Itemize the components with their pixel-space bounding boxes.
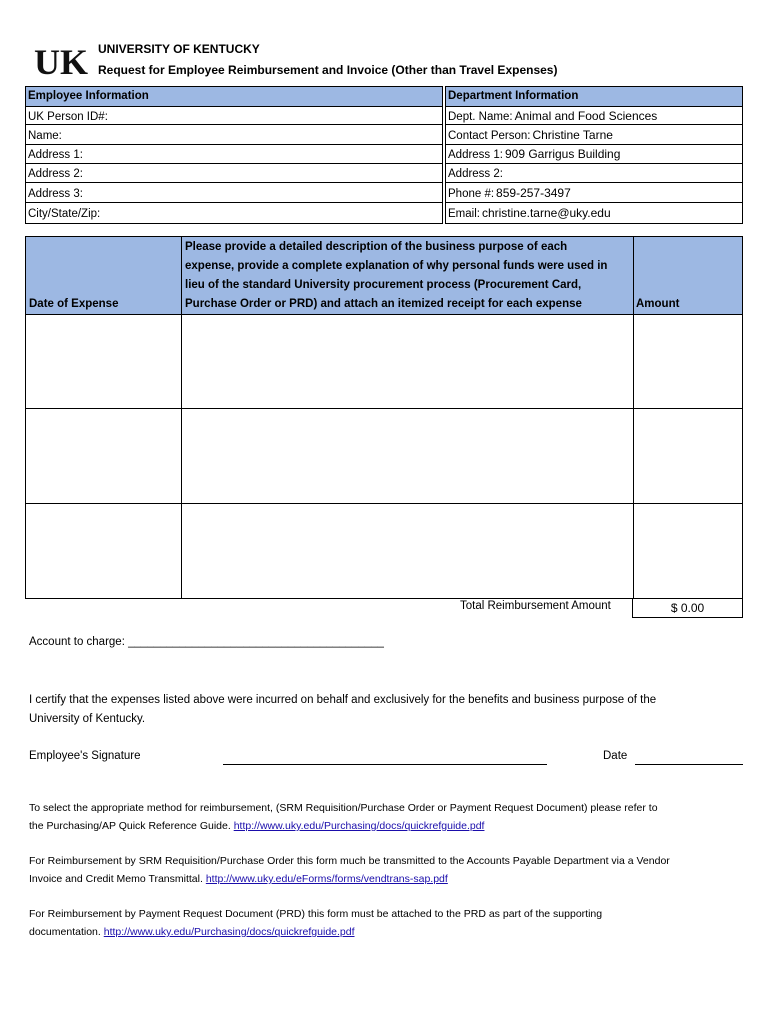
field-city-state-zip[interactable] (26, 204, 442, 223)
total-label: Total Reimbursement Amount (460, 600, 611, 612)
field-label: Phone #: (448, 188, 495, 200)
field-label: Dept. Name: (448, 111, 513, 123)
account-to-charge[interactable]: Account to charge: ________________________________________ (29, 636, 384, 648)
quickref-guide-link-2[interactable]: http://www.uky.edu/Purchasing/docs/quickrefguide.pdf (103, 926, 355, 938)
field-dept-address-1[interactable] (446, 145, 742, 164)
employee-info-box (25, 86, 443, 224)
cell-amount-3[interactable] (635, 504, 742, 598)
field-address-3[interactable] (26, 184, 442, 203)
note-text-line (29, 818, 484, 835)
col-header-description-line: Please provide a detailed description of the business purpose of each (185, 241, 568, 253)
field-value: 859-257-3497 (496, 186, 571, 200)
note-text: documentation. (29, 926, 101, 938)
field-address-1[interactable] (26, 145, 442, 164)
uk-logo-text: UK (34, 44, 88, 78)
date-line[interactable] (635, 764, 743, 765)
uk-logo (34, 44, 96, 78)
signature-line[interactable] (223, 764, 547, 765)
certify-text-line: I certify that the expenses listed above were incurred on behalf and exclusively for the benefits and business purpose of the (29, 694, 657, 706)
field-label: Address 3: (28, 188, 83, 200)
field-value: Animal and Food Sciences (514, 109, 658, 123)
field-value: christine.tarne@uky.edu (481, 206, 611, 220)
department-info-box (445, 86, 743, 224)
note-text: the Purchasing/AP Quick Reference Guide. (29, 820, 231, 832)
cell-description-3[interactable] (183, 504, 633, 598)
cell-amount-2[interactable] (635, 409, 742, 503)
field-uk-person-id[interactable] (26, 106, 442, 125)
field-label: Address 1: (28, 149, 83, 161)
note-text-line (29, 924, 355, 941)
field-address-2[interactable] (26, 164, 442, 183)
note-text-line (29, 871, 448, 888)
department-info-heading: Department Information (446, 87, 742, 106)
field-name[interactable] (26, 126, 442, 145)
field-phone[interactable] (446, 184, 742, 203)
cell-description-1[interactable] (183, 315, 633, 408)
field-label: Name: (28, 130, 62, 142)
field-label: Address 1: (448, 149, 503, 161)
col-header-description-line: expense, provide a complete explanation of why personal funds were used in (185, 260, 608, 272)
col-header-amount: Amount (636, 298, 680, 310)
total-amount: $ 0.00 (632, 598, 743, 618)
note-text-line: For Reimbursement by SRM Requisition/Purchase Order this form much be transmitted to the Accounts Payable Department via a Vendor (29, 855, 670, 867)
cell-date-3[interactable] (26, 504, 181, 598)
cell-date-1[interactable] (26, 315, 181, 408)
note-text: Invoice and Credit Memo Transmittal. (29, 873, 203, 885)
vendtrans-link[interactable]: http://www.uky.edu/eForms/forms/vendtrans-sap.pdf (205, 873, 448, 885)
signature-label: Employee's Signature (29, 750, 141, 762)
quickref-guide-link[interactable]: http://www.uky.edu/Purchasing/docs/quickrefguide.pdf (233, 820, 485, 832)
form-title: Request for Employee Reimbursement and Invoice (Other than Travel Expenses) (98, 63, 558, 77)
university-name: UNIVERSITY OF KENTUCKY (98, 42, 260, 56)
field-contact-person[interactable] (446, 126, 742, 145)
field-label: City/State/Zip: (28, 208, 101, 220)
col-header-description-line: Purchase Order or PRD) and attach an itemized receipt for each expense (185, 298, 582, 310)
field-value: Christine Tarne (532, 128, 613, 142)
field-label: UK Person ID#: (28, 111, 108, 123)
field-value: 909 Garrigus Building (504, 147, 621, 161)
field-label: Address 2: (28, 168, 83, 180)
field-label: Email: (448, 208, 480, 220)
field-label: Contact Person: (448, 130, 531, 142)
cell-description-2[interactable] (183, 409, 633, 503)
field-dept-name[interactable] (446, 106, 742, 125)
note-text-line: To select the appropriate method for reimbursement, (SRM Requisition/Purchase Order or Payment Request Document) please refer to (29, 802, 658, 814)
expense-table (25, 236, 743, 599)
field-email[interactable] (446, 204, 742, 223)
field-dept-address-2[interactable] (446, 164, 742, 183)
cell-date-2[interactable] (26, 409, 181, 503)
col-header-description-line: lieu of the standard University procurement process (Procurement Card, (185, 279, 582, 291)
employee-info-heading: Employee Information (26, 87, 442, 106)
date-label: Date (603, 750, 628, 762)
note-text-line: For Reimbursement by Payment Request Document (PRD) this form must be attached to the PRD as part of the supporting (29, 908, 603, 920)
cell-amount-1[interactable] (635, 315, 742, 408)
certify-text-line: University of Kentucky. (29, 713, 146, 725)
col-header-date: Date of Expense (29, 298, 119, 310)
field-label: Address 2: (448, 168, 503, 180)
